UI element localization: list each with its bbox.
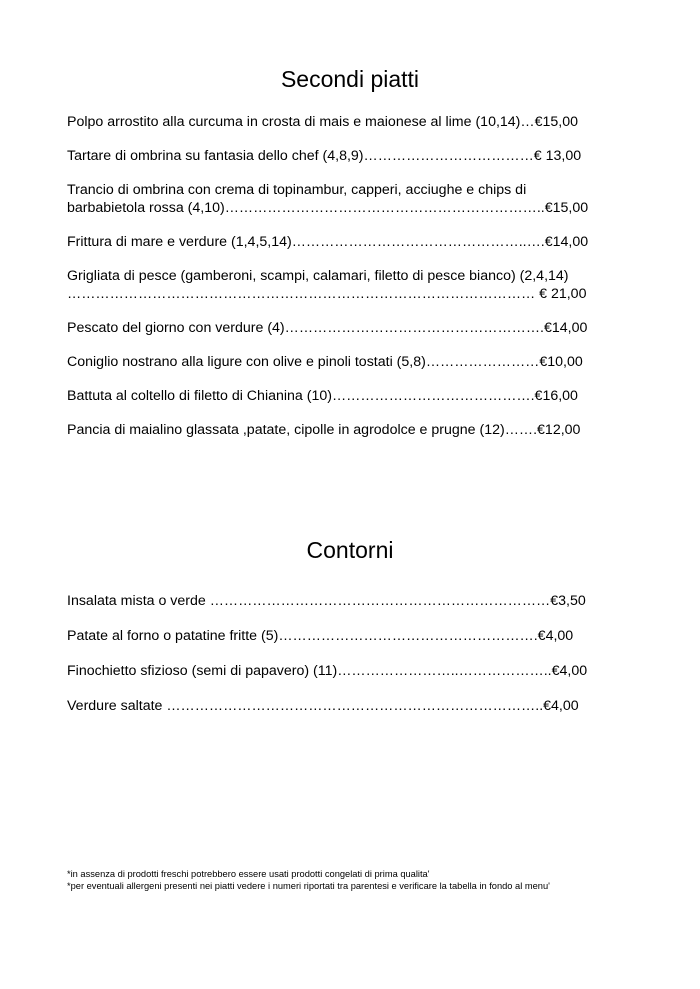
menu-item-line: Insalata mista o verde ………………………………………………………………€3,50 (67, 593, 586, 609)
menu-item (67, 113, 637, 131)
menu-item (67, 353, 637, 371)
menu-item-line: Polpo arrostito alla curcuma in crosta di mais e maionese al lime (10,14)…€15,00 (67, 114, 578, 130)
menu-item (67, 592, 637, 610)
menu-item (67, 697, 637, 715)
menu-item-line: Pescato del giorno con verdure (4)……………………………………………….€14,00 (67, 320, 588, 336)
menu-item-line: Trancio di ombrina con crema di topinambur, capperi, acciughe e chips di (67, 182, 527, 198)
secondi-menu-list (67, 113, 637, 455)
menu-item-line: Grigliata di pesce (gamberoni, scampi, calamari, filetto di pesce bianco) (2,4,14) (67, 268, 569, 284)
section-title-contorni: Contorni (306, 537, 394, 563)
footnote-allergens: *per eventuali allergeni presenti nei piatti vedere i numeri riportati tra parentesi e verificare la tabella in fondo al menu' (67, 881, 550, 891)
menu-item (67, 147, 637, 165)
menu-item (67, 319, 637, 337)
menu-item-line: Battuta al coltello di filetto di Chianina (10)…………………………………….€16,00 (67, 388, 578, 404)
menu-item (67, 387, 637, 405)
menu-item (67, 181, 637, 217)
menu-item (67, 233, 637, 251)
menu-item-line: barbabietola rossa (4,10)…………………………………………………………..€15,00 (67, 200, 589, 216)
menu-item-line: Pancia di maialino glassata ,patate, cipolle in agrodolce e prugne (12)…….€12,00 (67, 422, 581, 438)
menu-item-line: Verdure saltate ……………………………………………………………………..€4,00 (67, 698, 579, 714)
menu-item (67, 267, 637, 303)
menu-item-line: ……………………………………………………………………………………… € 21,00 (67, 286, 587, 302)
menu-item-line: Tartare di ombrina su fantasia dello chef (4,8,9)………………………………€ 13,00 (67, 148, 582, 164)
menu-item-line: Coniglio nostrano alla ligure con olive e pinoli tostati (5,8)……………………€10,00 (67, 354, 583, 370)
menu-item-line: Patate al forno o patatine fritte (5)……………………………………………….€4,00 (67, 628, 574, 644)
contorni-menu-list (67, 592, 637, 732)
footnote-frozen-products: *in assenza di prodotti freschi potrebbero essere usati prodotti congelati di prima qualita' (67, 869, 430, 879)
menu-item (67, 421, 637, 439)
menu-item (67, 627, 637, 645)
menu-item-line: Finochietto sfizioso (semi di papavero) (11)……………………..………………..€4,00 (67, 663, 588, 679)
section-title-secondi: Secondi piatti (280, 66, 420, 92)
footnotes (67, 868, 647, 892)
menu-item (67, 662, 637, 680)
menu-item-line: Frittura di mare e verdure (1,4,5,14)…………………………………………..….€14,00 (67, 234, 589, 250)
